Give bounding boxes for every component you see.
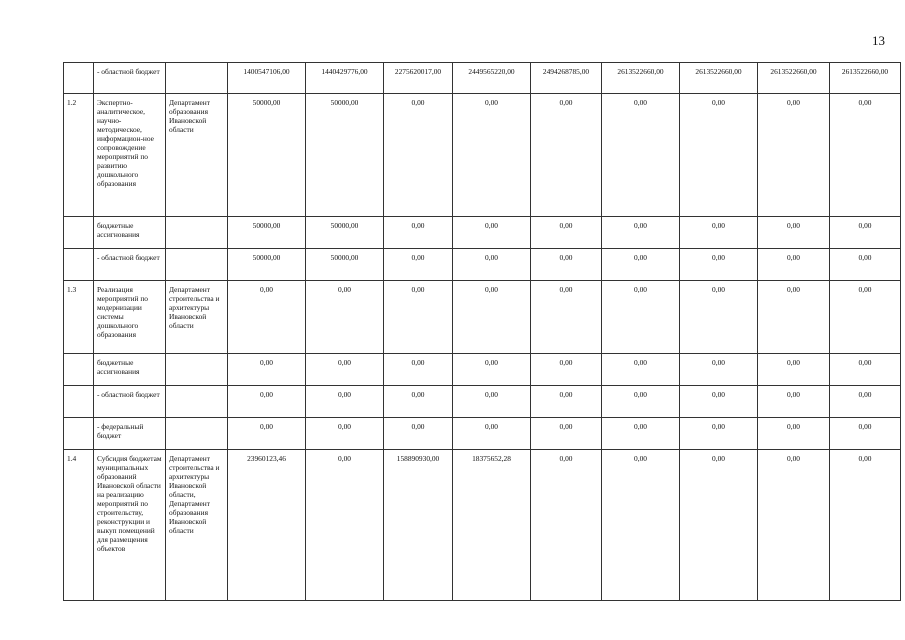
row-responsible-cell	[166, 63, 228, 94]
row-number-cell: 1.3	[64, 281, 94, 354]
value-cell: 0,00	[680, 450, 758, 601]
table-row	[64, 386, 901, 418]
row-number-cell	[64, 418, 94, 450]
value-cell: 0,00	[453, 354, 531, 386]
value-cell: 0,00	[602, 354, 680, 386]
value-cell: 0,00	[602, 249, 680, 281]
value-cell: 0,00	[531, 418, 602, 450]
value-cell: 0,00	[830, 418, 901, 450]
value-cell: 0,00	[384, 354, 453, 386]
value-cell: 50000,00	[228, 94, 306, 217]
value-cell: 0,00	[306, 386, 384, 418]
value-cell: 0,00	[306, 418, 384, 450]
value-cell: 0,00	[758, 354, 830, 386]
table-row	[64, 450, 901, 601]
table-row	[64, 249, 901, 281]
value-cell: 0,00	[531, 450, 602, 601]
value-cell: 0,00	[602, 217, 680, 249]
row-name-cell: - областной бюджет	[94, 386, 166, 418]
value-cell: 0,00	[306, 281, 384, 354]
value-cell: 0,00	[830, 354, 901, 386]
row-responsible-cell: Департамент строительства и архитектуры Ивановской области	[166, 281, 228, 354]
value-cell: 0,00	[531, 354, 602, 386]
value-cell: 0,00	[453, 386, 531, 418]
value-cell: 0,00	[453, 94, 531, 217]
row-responsible-cell	[166, 418, 228, 450]
value-cell: 0,00	[680, 354, 758, 386]
value-cell: 0,00	[830, 94, 901, 217]
value-cell: 0,00	[602, 450, 680, 601]
value-cell: 0,00	[602, 418, 680, 450]
row-name-cell: Субсидия бюджетам муниципальных образований Ивановской области на реализацию мероприятий по строительству, реконструкции и выкуп помещений для размещения объектов	[94, 450, 166, 601]
table-row	[64, 418, 901, 450]
value-cell: 2449565220,00	[453, 63, 531, 94]
row-responsible-cell	[166, 386, 228, 418]
row-name-cell: Реализация мероприятий по модернизации системы дошкольного образования	[94, 281, 166, 354]
row-number-cell: 1.4	[64, 450, 94, 601]
row-name-cell: - федеральный бюджет	[94, 418, 166, 450]
row-name-cell: бюджетные ассигнования	[94, 217, 166, 249]
row-name-cell: бюджетные ассигнования	[94, 354, 166, 386]
value-cell: 0,00	[531, 386, 602, 418]
row-name-cell: Экспертно-аналитическое, научно-методическое, информацион-ное сопровождение мероприятий по развитию дошкольного образования	[94, 94, 166, 217]
value-cell: 0,00	[384, 94, 453, 217]
row-number-cell	[64, 249, 94, 281]
value-cell: 0,00	[830, 450, 901, 601]
value-cell: 1440429776,00	[306, 63, 384, 94]
value-cell: 0,00	[531, 217, 602, 249]
value-cell: 2613522660,00	[758, 63, 830, 94]
value-cell: 0,00	[680, 418, 758, 450]
value-cell: 2613522660,00	[830, 63, 901, 94]
value-cell: 50000,00	[228, 249, 306, 281]
value-cell: 50000,00	[306, 94, 384, 217]
value-cell: 0,00	[758, 386, 830, 418]
value-cell: 0,00	[758, 217, 830, 249]
value-cell: 0,00	[228, 386, 306, 418]
value-cell: 50000,00	[228, 217, 306, 249]
row-responsible-cell	[166, 217, 228, 249]
value-cell: 0,00	[830, 217, 901, 249]
row-number-cell	[64, 217, 94, 249]
value-cell: 0,00	[680, 249, 758, 281]
value-cell: 0,00	[680, 281, 758, 354]
budget-table	[63, 62, 901, 601]
row-responsible-cell	[166, 354, 228, 386]
value-cell: 0,00	[453, 281, 531, 354]
value-cell: 0,00	[384, 386, 453, 418]
value-cell: 0,00	[758, 450, 830, 601]
table-row	[64, 63, 901, 94]
value-cell: 0,00	[384, 418, 453, 450]
value-cell: 0,00	[680, 217, 758, 249]
value-cell: 0,00	[384, 217, 453, 249]
row-responsible-cell: Департамент строительства и архитектуры Ивановской области, Департамент образования Ивановской области	[166, 450, 228, 601]
value-cell: 0,00	[830, 249, 901, 281]
value-cell: 0,00	[453, 249, 531, 281]
row-responsible-cell: Департамент образования Ивановской области	[166, 94, 228, 217]
value-cell: 0,00	[384, 281, 453, 354]
row-name-cell: - областной бюджет	[94, 63, 166, 94]
value-cell: 0,00	[830, 386, 901, 418]
table-row	[64, 354, 901, 386]
page-number: 13	[872, 33, 885, 48]
value-cell: 1400547106,00	[228, 63, 306, 94]
value-cell: 0,00	[758, 418, 830, 450]
value-cell: 0,00	[306, 354, 384, 386]
value-cell: 0,00	[602, 94, 680, 217]
value-cell: 50000,00	[306, 217, 384, 249]
value-cell: 0,00	[531, 94, 602, 217]
value-cell: 0,00	[384, 249, 453, 281]
table-row	[64, 217, 901, 249]
value-cell: 50000,00	[306, 249, 384, 281]
value-cell: 0,00	[680, 94, 758, 217]
value-cell: 0,00	[306, 450, 384, 601]
value-cell: 0,00	[758, 94, 830, 217]
value-cell: 0,00	[228, 354, 306, 386]
value-cell: 0,00	[602, 386, 680, 418]
value-cell: 0,00	[758, 249, 830, 281]
row-name-cell: - областной бюджет	[94, 249, 166, 281]
table-row	[64, 94, 901, 217]
value-cell: 0,00	[531, 281, 602, 354]
value-cell: 23960123,46	[228, 450, 306, 601]
table-row	[64, 281, 901, 354]
value-cell: 0,00	[228, 418, 306, 450]
row-number-cell	[64, 354, 94, 386]
value-cell: 2494268785,00	[531, 63, 602, 94]
value-cell: 0,00	[453, 217, 531, 249]
value-cell: 158890930,00	[384, 450, 453, 601]
row-responsible-cell	[166, 249, 228, 281]
value-cell: 0,00	[680, 386, 758, 418]
value-cell: 0,00	[830, 281, 901, 354]
value-cell: 2613522660,00	[602, 63, 680, 94]
value-cell: 2613522660,00	[680, 63, 758, 94]
value-cell: 0,00	[758, 281, 830, 354]
row-number-cell	[64, 386, 94, 418]
value-cell: 0,00	[602, 281, 680, 354]
row-number-cell: 1.2	[64, 94, 94, 217]
value-cell: 18375652,28	[453, 450, 531, 601]
value-cell: 0,00	[228, 281, 306, 354]
value-cell: 0,00	[531, 249, 602, 281]
value-cell: 2275620017,00	[384, 63, 453, 94]
row-number-cell	[64, 63, 94, 94]
value-cell: 0,00	[453, 418, 531, 450]
